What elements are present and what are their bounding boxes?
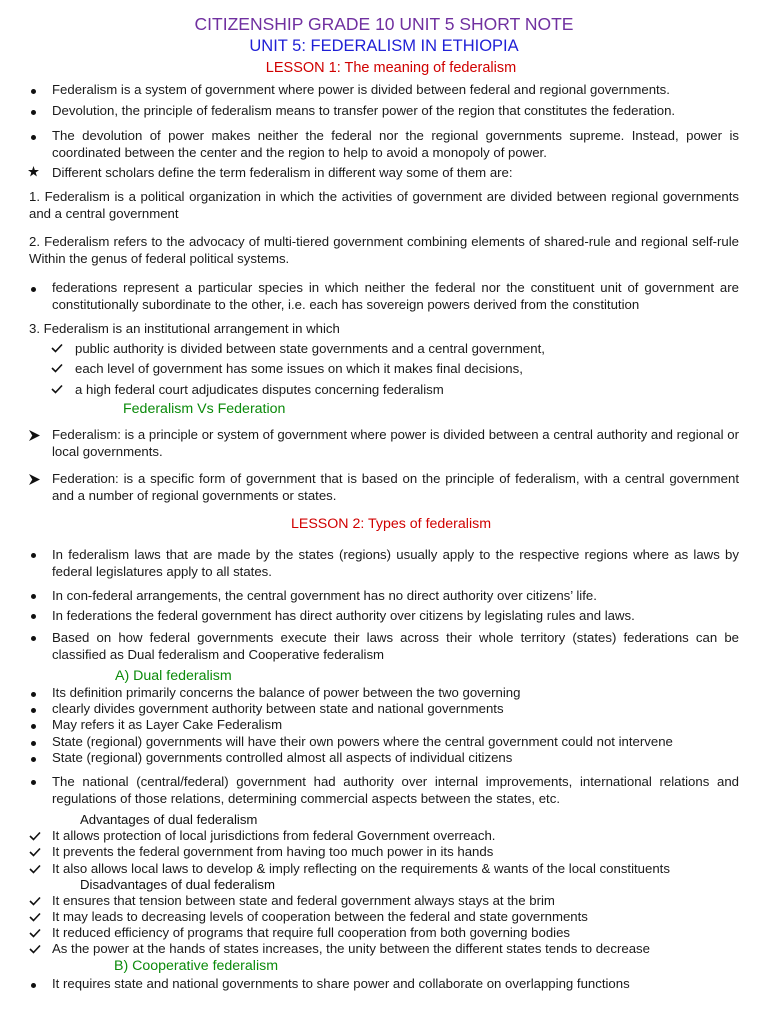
bullet-icon bbox=[31, 89, 36, 94]
bullet-icon bbox=[31, 636, 36, 641]
check-icon bbox=[29, 896, 41, 906]
check-icon bbox=[29, 831, 41, 841]
check-icon bbox=[29, 928, 41, 938]
unit-title: UNIT 5: FEDERALISM IN ETHIOPIA bbox=[249, 37, 519, 55]
disadvantages-heading: Disadvantages of dual federalism bbox=[80, 877, 275, 892]
bullet-icon bbox=[31, 594, 36, 599]
document-title: CITIZENSHIP GRADE 10 UNIT 5 SHORT NOTE bbox=[194, 14, 574, 34]
term-federalism: Federalism bbox=[52, 82, 118, 97]
arrow-federation: Federation: is a specific form of government that is based on the principle of federalism, with a central government and a number of regional governments or states. bbox=[52, 471, 739, 503]
star-icon bbox=[28, 166, 39, 177]
bullet-icon bbox=[31, 780, 36, 785]
check-icon bbox=[51, 363, 63, 373]
disadvantage-item-4: As the power at the hands of states increases, the unity between the different states tends to decrease bbox=[52, 941, 650, 956]
definition-3: 3. Federalism is an institutional arrangement in which bbox=[29, 321, 340, 336]
bullet-devolution-power: The devolution of power makes neither the federal nor the regional governments supreme. Instead, power is coordinated between the center and the region to help to avoid a monopoly of power. bbox=[52, 128, 739, 160]
dual-item-4: State (regional) governments will have their own powers where the central government could not intervene bbox=[52, 734, 673, 749]
bullet-devolution: Devolution, the principle of federalism means to transfer power of the region that constitutes the federation. bbox=[52, 103, 676, 118]
definition-2: 2. Federalism refers to the advocacy of multi-tiered government combining elements of shared-rule and regional self-rule Within the genus of federal political systems. bbox=[29, 234, 739, 266]
advantage-item-2: It prevents the federal government from having too much power in its hands bbox=[52, 844, 494, 859]
bullet-federations-authority: In federations the federal government has direct authority over citizens by legislating rules and laws. bbox=[52, 608, 635, 623]
check-item-1: public authority is divided between state governments and a central government, bbox=[75, 341, 545, 356]
bullet-icon bbox=[31, 614, 36, 619]
advantage-item-3: It also allows local laws to develop & imply reflecting on the requirements & wants of the local constituents bbox=[52, 861, 670, 876]
bullet-classification: Based on how federal governments execute their laws across their whole territory (states) federations can be classified as Dual federalism and Cooperative federalism bbox=[52, 630, 739, 662]
check-item-3: a high federal court adjudicates disputes concerning federalism bbox=[75, 382, 444, 397]
dual-federalism-heading: A) Dual federalism bbox=[115, 668, 232, 684]
dual-item-1: Its definition primarily concerns the balance of power between the two governing bbox=[52, 685, 521, 700]
check-icon bbox=[29, 912, 41, 922]
bullet-icon bbox=[31, 757, 36, 762]
dual-item-5: State (regional) governments controlled almost all aspects of individual citizens bbox=[52, 750, 513, 765]
cooperative-item-1: It requires state and national governments to share power and collaborate on overlapping functions bbox=[52, 976, 630, 991]
bullet-icon bbox=[31, 692, 36, 697]
check-icon bbox=[29, 847, 41, 857]
check-icon bbox=[51, 384, 63, 394]
bullet-federations-species: federations represent a particular species in which neither the federal nor the constituent unit of government are constitutionally subordinate to the other, i.e. each has sovereign powers derived from the constitution bbox=[52, 280, 739, 312]
dual-national-authority: The national (central/federal) government had authority over internal improvements, international relations and regulations of those relations, determining commercial aspects between the states, etc. bbox=[52, 774, 739, 806]
lesson1-heading: LESSON 1: The meaning of federalism bbox=[265, 60, 517, 76]
advantage-item-1: It allows protection of local jurisdictions from federal Government overreach. bbox=[52, 828, 496, 843]
disadvantage-item-1: It ensures that tension between state and federal government always stays at the brim bbox=[52, 893, 555, 908]
federalism-vs-federation-heading: Federalism Vs Federation bbox=[123, 401, 286, 417]
advantages-heading: Advantages of dual federalism bbox=[80, 812, 258, 827]
scholars-note: Different scholars define the term federalism in different way some of them are: bbox=[52, 165, 513, 180]
dual-item-3: May refers it as Layer Cake Federalism bbox=[52, 717, 283, 732]
disadvantage-item-2: It may leads to decreasing levels of cooperation between the federal and state governments bbox=[52, 909, 588, 924]
bullet-icon bbox=[31, 135, 36, 140]
check-icon bbox=[29, 864, 41, 874]
bullet-icon bbox=[31, 708, 36, 713]
cooperative-federalism-heading: B) Cooperative federalism bbox=[114, 958, 279, 974]
bullet-icon bbox=[31, 110, 36, 115]
check-item-2: each level of government has some issues on which it makes final decisions, bbox=[75, 361, 523, 376]
bullet-icon bbox=[31, 983, 36, 988]
bullet-laws-apply: In federalism laws that are made by the states (regions) usually apply to the respective regions where as laws by federal legislatures apply to all states. bbox=[52, 547, 739, 579]
arrow-federalism: Federalism: is a principle or system of government where power is divided between a central authority and regional or local governments. bbox=[52, 427, 739, 459]
check-icon bbox=[51, 343, 63, 353]
bullet-icon bbox=[31, 287, 36, 292]
bullet-federalism: Federalism is a system of government where power is divided between federal and regional governments. bbox=[52, 82, 670, 97]
bullet-confederal: In con-federal arrangements, the central government has no direct authority over citizens’ life. bbox=[52, 588, 597, 603]
lesson2-heading: LESSON 2: Types of federalism bbox=[290, 516, 492, 532]
definition-1: 1. Federalism is a political organization in which the activities of government are divided between regional governments and a central government bbox=[29, 189, 739, 221]
arrow-bullet-icon bbox=[29, 474, 40, 485]
check-icon bbox=[29, 944, 41, 954]
disadvantage-item-3: It reduced efficiency of programs that require full cooperation from both governing bodies bbox=[52, 925, 571, 940]
arrow-bullet-icon bbox=[29, 430, 40, 441]
bullet-icon bbox=[31, 741, 36, 746]
dual-item-2: clearly divides government authority between state and national governments bbox=[52, 701, 504, 716]
bullet-icon bbox=[31, 553, 36, 558]
term-devolution: Devolution bbox=[52, 103, 115, 118]
bullet-icon bbox=[31, 724, 36, 729]
